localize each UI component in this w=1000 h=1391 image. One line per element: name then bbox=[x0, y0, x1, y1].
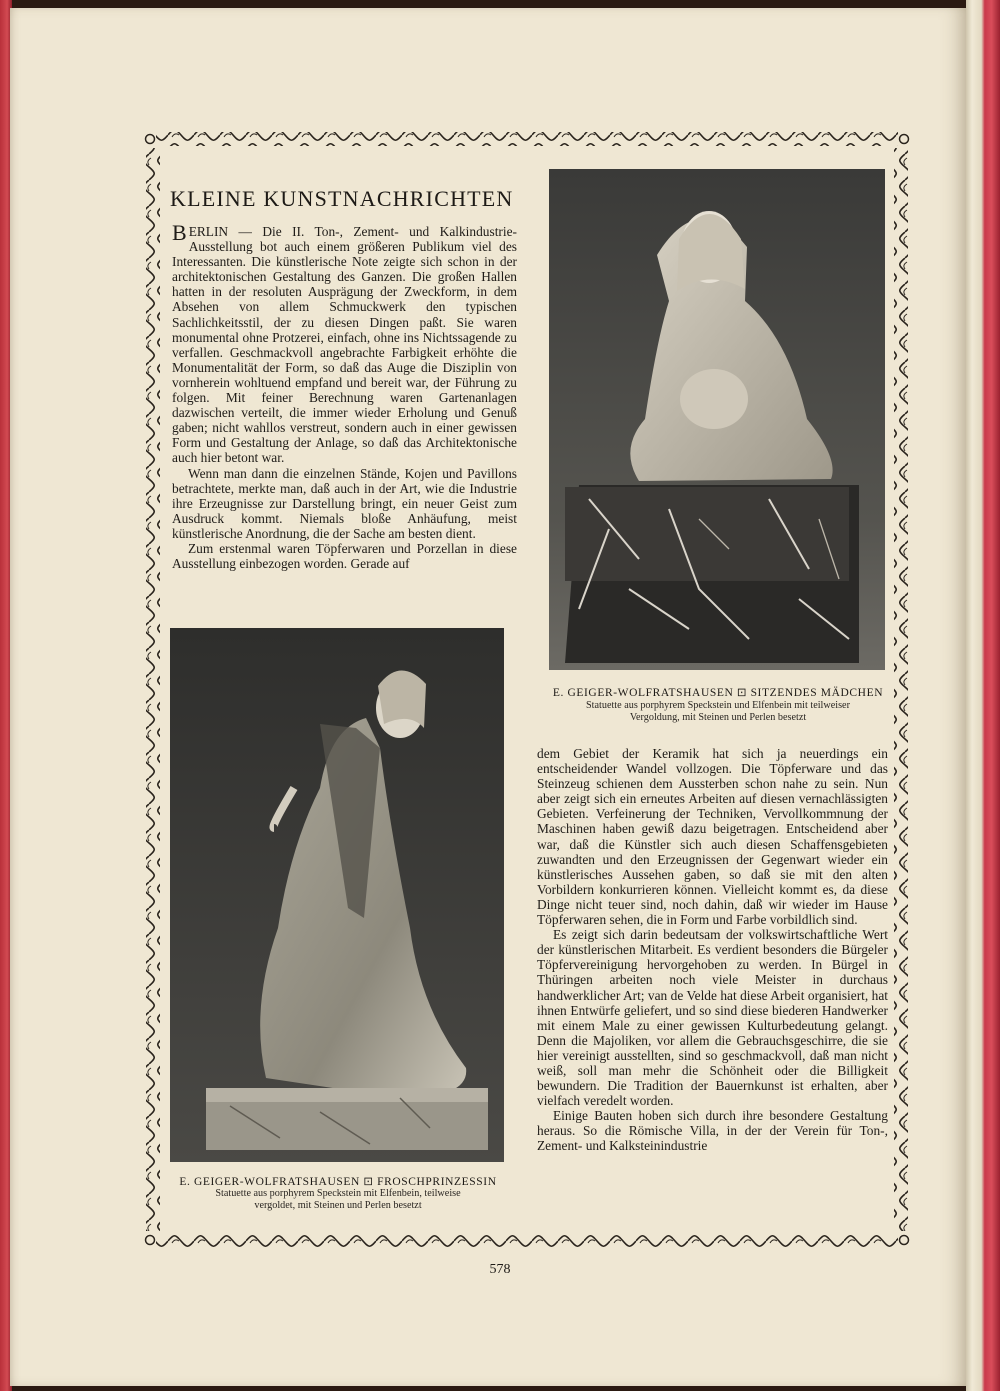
paragraph-2: Wenn man dann die einzelnen Stände, Kojen und Pavillons betrachtete, merkte man, daß auch in der Art, wie die Industrie ihre Erzeugnisse zur Darstellung bringt, ein neuer Geist zum Ausdruck kommt. Niemals bloße Anhäufung, meist künstlerische Anordnung, die der Sache am besten dient. bbox=[172, 465, 517, 541]
paragraph-1-text: ERLIN — Die II. Ton-, Zement- und Kalkindustrie-Ausstellung bot auch einem größeren Publikum viel des Interessanten. Die künstlerische Note zeigte sich schon in der architektonischen Gestaltung des Ganzen. Die großen Hallen hatten in der resoluten Ausprägung der Zweckform, in dem Absehen von allem Schmuckwerk den typischen Sachlichkeitsstil, der zu diesen Dingen paßt. Sie waren monumental ohne Protzerei, einfach, ohne ins Nichtssagende zu verfallen. Geschmackvoll angebrachte Farbigkeit erhöhte die Monumentalität der Form, so daß das Auge die Disziplin von vornherein wohltuend empfand und bereit war, der Führung zu folgen. Mit feiner Berechnung waren Gartenanlagen dazwischen verteilt, die immer wieder Erholung und Genuß gaben; nicht wahllos verstreut, sondern auch in einer gewissen Form und Gestaltung der Anlage, so daß das Architektonische auch hier betont war. bbox=[172, 224, 517, 466]
book-binding-right bbox=[966, 0, 1000, 1391]
paragraph-5: Es zeigt sich darin bedeutsam der volkswirtschaftliche Wert der künstlerischen Mitarbeit. Es verdient besonders die Bürgeler Töpfervereinigung hervorgehoben zu werden. In Bürgel in Thüringen arbeiten noch viele Meister in durchaus handwerklicher Art; van de Velde hat diese Arbeit organisiert, hat ihnen Entwürfe geliefert, und so sind diese biederen Handwerker mit einem Male zu einer gewissen Kulturbedeutung gelangt. Denn die Majoliken, vor allem die Gebrauchsgeschirre, die sie hier vereinigt ausstellten, sind so geschmackvoll, daß man nicht weiß, soll man mehr die Schönheit oder die Billigkeit bewundern. Die Tradition der Bauernkunst ist erhalten, aber vielfach veredelt worden. bbox=[537, 927, 888, 1109]
paragraph-6: Einige Bauten hoben sich durch ihre besondere Gestaltung heraus. So die Römische Villa, in der der Verein für Ton-, Zement- und Kalksteinindustrie bbox=[537, 1108, 888, 1154]
photo-frog-princess bbox=[170, 628, 504, 1162]
caption-seated-line1: Statuette aus porphyrem Speckstein und Elfenbein mit teilweiser bbox=[586, 700, 850, 711]
drop-cap: B bbox=[172, 220, 187, 245]
caption-frog-line2: vergoldet, mit Steinen und Perlen besetzt bbox=[254, 1200, 422, 1211]
photo-seated-girl bbox=[549, 169, 885, 670]
article-column-left bbox=[172, 220, 517, 572]
paragraph-3: Zum erstenmal waren Töpferwaren und Porzellan in diese Ausstellung einbezogen worden. Gerade auf bbox=[172, 540, 517, 572]
caption-seated-title: E. GEIGER-WOLFRATSHAUSEN ⊡ SITZENDES MÄDCHEN bbox=[552, 687, 884, 699]
article-heading: KLEINE KUNSTNACHRICHTEN bbox=[170, 186, 514, 211]
caption-frog-title: E. GEIGER-WOLFRATSHAUSEN ⊡ FROSCHPRINZESSIN bbox=[179, 1176, 497, 1188]
article-column-right bbox=[537, 746, 888, 1154]
caption-frog-line1: Statuette aus porphyrem Speckstein mit Elfenbein, teilweise bbox=[215, 1188, 461, 1199]
page-number: 578 bbox=[489, 1262, 511, 1277]
caption-seated-line2: Vergoldung, mit Steinen und Perlen besetzt bbox=[629, 712, 807, 723]
paragraph-1 bbox=[172, 220, 517, 466]
paragraph-4: dem Gebiet der Keramik hat sich ja neuerdings ein entscheidender Wandel vollzogen. Die Töpferware und das Steinzeug schienen dem Aussterben schon nahe zu sein. Nun aber zeigt sich ein erneutes Arbeiten auf diesen vernachlässigten Gebieten. Verfeinerung der Techniken, Vervollkommnung der Maschinen haben gewiß dazu beigetragen. Entscheidend aber war, daß die Künstler sich auch diesen Schaffensgebieten zuwandten und den Erzeugnissen der Gegenwart wieder ein künstlerisches Aussehen gaben, so daß sie mit den alten Vorbildern konkurrieren können. Vielleicht kommt es, da diese Dinge nicht teuer sind, noch dahin, daß wir wieder im Hause Töpferwaren sehen, die in Form und Farbe vorbildlich sind. bbox=[537, 746, 888, 928]
